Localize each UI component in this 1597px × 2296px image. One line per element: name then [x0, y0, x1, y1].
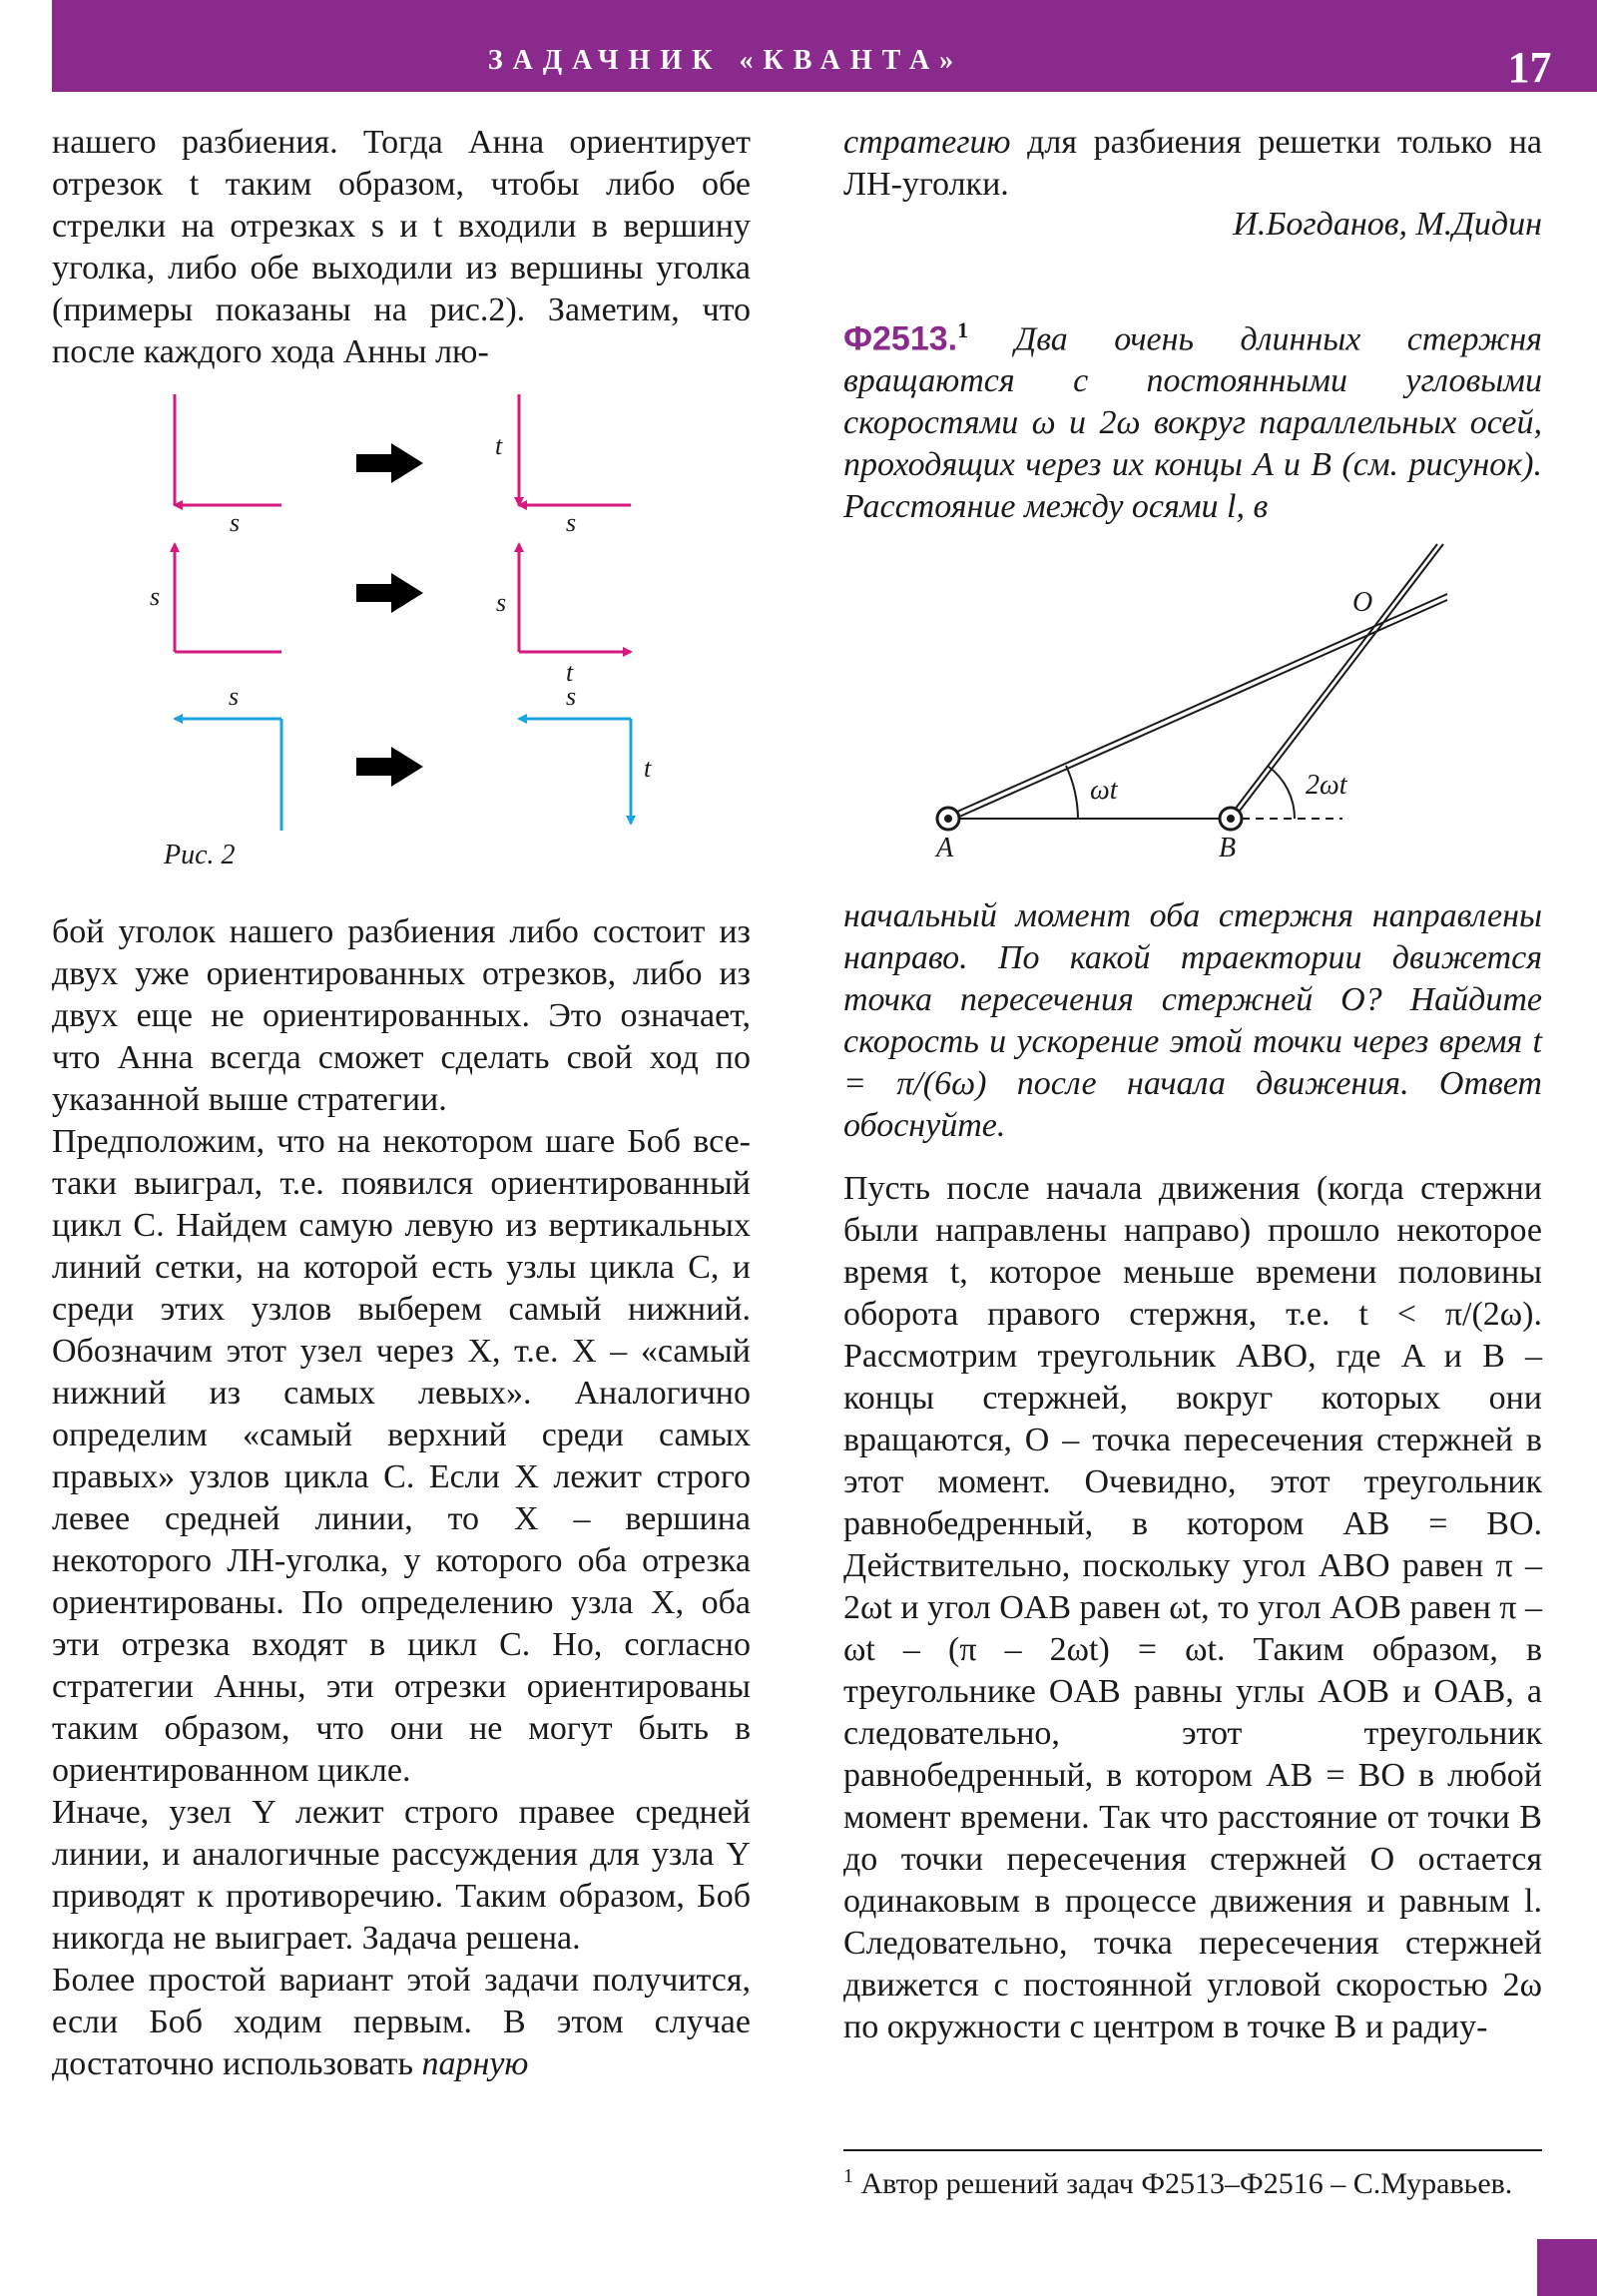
pivot-b — [1220, 808, 1242, 830]
label-t: t — [495, 431, 503, 460]
corner-mark — [1537, 2239, 1597, 2296]
angle-label-a: ωt — [1090, 775, 1118, 806]
paragraph: Иначе, узел Y лежит строго правее средней линии, и аналогичные рассуждения для узла Y приводят к противоречию. Таким образом, Боб никогда не выиграет. Задача решена. — [52, 1794, 751, 1957]
left-column-top-text: нашего разбиения. Тогда Анна ориентирует отрезок t таким образом, чтобы либо обе стрелки на отрезках s и t входили в вершину уголка, либо обе выходили из вершины уголка (примеры показаны на рис.2). Заметим, что после каждого хода Анны лю- — [52, 124, 751, 370]
label-b: B — [1219, 833, 1237, 863]
corner-1-after — [495, 394, 631, 537]
label-s: s — [230, 508, 241, 537]
problem-statement-continued: начальный момент оба стержня направлены направо. По какой траектории движется точка пересечения стержней O? Найдите скорость и ускорение этой точки через время t = π/(6ω) после начала движения. Ответ обоснуйте. — [843, 897, 1542, 1144]
label-t: t — [566, 658, 574, 687]
label-s: s — [566, 508, 577, 537]
figure-caption: Рис. 2 — [164, 840, 236, 870]
label-s: s — [496, 588, 507, 617]
authors: И.Богданов, М.Дидин — [1233, 206, 1542, 243]
figure-2 — [52, 369, 751, 878]
solution-text: Пусть после начала движения (когда стержни были направлены направо) прошло некоторое время t, которое меньше времени половины оборота правого стержня, т.е. t < π/(2ω). Рассмотрим треугольник ABO, где A и B – концы стержней, вокруг которых они вращаются, O – точка пересечения стержней в этот момент. Очевидно, этот треугольник равнобедренный, в котором AB = BO. Действительно, поскольку угол ABO равен π – 2ωt и угол OAB равен ωt, то угол AOB равен π – ωt – (π – 2ωt) = ωt. Таким образом, в треугольнике OAB равны углы AOB и OAB, а следовательно, этот треугольник равнобедренный, в котором AB = BO в любой момент времени. Так что расстояние от точки B до точки пересечения стержней O остается одинаковым в процессе движения и равным l. Следовательно, точка пересечения стержней движется с постоянной угловой скоростью 2ω по окружности с центром в точке B и радиу- — [843, 1170, 1542, 2045]
black-arrow-3 — [356, 747, 423, 787]
page-header — [0, 0, 1597, 95]
problem-statement — [843, 309, 1542, 528]
footnote-text: Автор решений задач Ф2513–Ф2516 – С.Муравьев. — [853, 2167, 1513, 2200]
angle-label-b: 2ωt — [1306, 770, 1347, 801]
corner-2-before — [150, 544, 281, 652]
problem-text: Два очень длинных стержня вращаются с постоянными угловыми скоростями ω и 2ω вокруг параллельных осей, проходящих через их концы A и B (см. рисунок). Расстояние между осями l, в — [843, 320, 1542, 526]
footnote-mark: 1 — [957, 317, 969, 342]
label-o: O — [1352, 587, 1373, 618]
italic-word: парную — [421, 2045, 529, 2082]
italic-word: стратегию — [843, 124, 1011, 161]
corner-1-before — [175, 394, 281, 537]
pivot-a — [937, 808, 959, 830]
left-column-body — [52, 911, 751, 2085]
black-arrow-1 — [356, 443, 423, 483]
black-arrow-2 — [356, 573, 423, 613]
footnote-mark: 1 — [843, 2165, 853, 2187]
paragraph: бой уголок нашего разбиения либо состоит из двух уже ориентированных отрезков, либо из двух еще не ориентированных. Это означает, что Анна всегда сможет сделать свой ход по указанной выше стратегии. — [52, 913, 751, 1118]
page-number: 17 — [1507, 43, 1552, 92]
paragraph — [52, 1960, 751, 2085]
label-s: s — [566, 682, 577, 711]
rods-figure — [843, 519, 1542, 878]
corner-3-after — [519, 682, 652, 824]
right-column-top-text — [843, 122, 1542, 206]
label-t: t — [644, 754, 652, 783]
paragraph-text: для разбиения решетки только на ЛН-уголки. — [843, 124, 1542, 203]
problem-number: Ф2513. — [843, 319, 958, 358]
label-a: A — [936, 833, 954, 863]
corner-3-before — [175, 682, 281, 831]
label-s: s — [229, 682, 240, 711]
corner-2-after — [496, 544, 631, 687]
section-title: ЗАДАЧНИК «КВАНТА» — [487, 45, 964, 76]
paragraph-text: Более простой вариант этой задачи получится, если Боб ходим первым. В этом случае достаточно использовать — [52, 1962, 751, 2082]
paragraph: Предположим, что на некотором шаге Боб все-таки выиграл, т.е. появился ориентированный цикл C. Найдем самую левую из вертикальных линий сетки, на которой есть узлы цикла C, и среди этих узлов выберем самый нижний. Обозначим этот узел через X, т.е. X – «самый нижний из самых левых». Аналогично определим «самый верхний среди самых правых» узлов цикла C. Если X лежит строго левее средней линии, то X – вершина некоторого ЛН-уголка, у которого оба отрезка ориентированы. По определению узла X, оба эти отрезка входят в цикл C. Но, согласно стратегии Анны, эти отрезки ориентированы таким образом, что они не могут быть в ориентированном цикле. — [52, 1123, 751, 1789]
label-s: s — [150, 582, 161, 611]
footnote-rule — [843, 2149, 1542, 2151]
footnote — [843, 2156, 1542, 2204]
